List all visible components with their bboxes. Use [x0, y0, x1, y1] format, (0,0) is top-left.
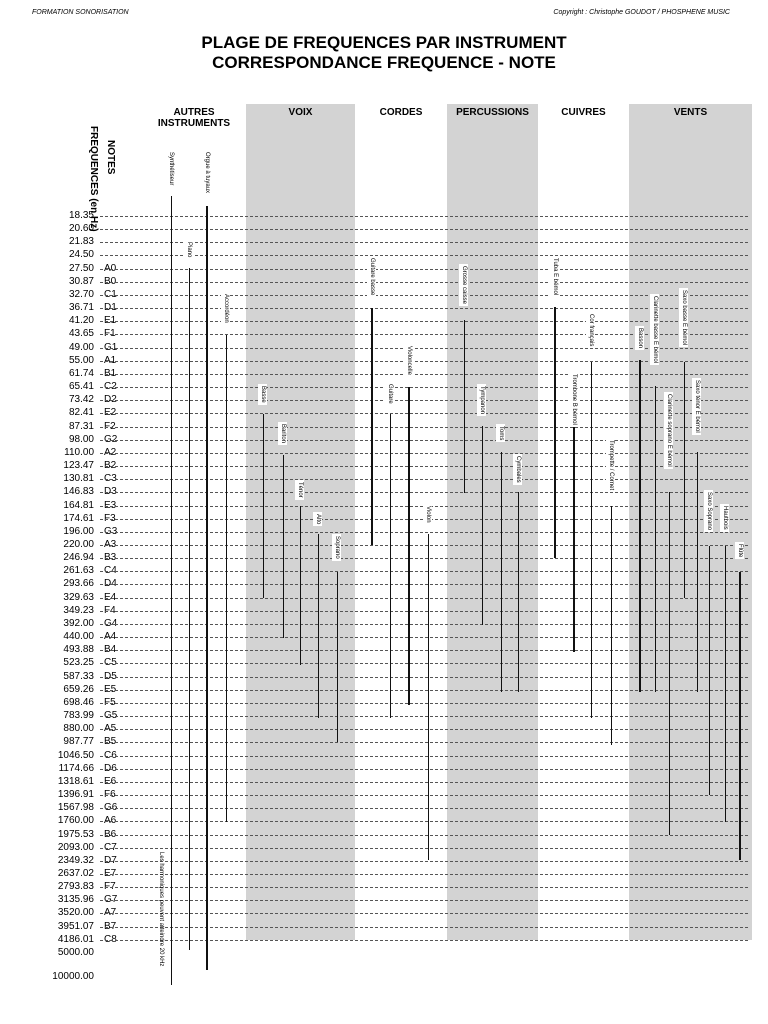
frequency-value: 36.71	[68, 302, 94, 314]
category-voix: VOIX	[288, 107, 313, 118]
frequency-value: 2637.02	[57, 868, 94, 879]
row-guide-line	[100, 900, 748, 901]
instrument-label-cymbales: Cymbales	[515, 456, 521, 483]
range-bar-piano	[189, 268, 190, 950]
note-name: B6	[104, 828, 117, 840]
row-guide-line	[100, 927, 748, 928]
frequency-value: 392.00	[63, 617, 94, 629]
range-bar-synthetiseur	[171, 196, 172, 985]
frequency-value: 587.33	[63, 670, 94, 682]
frequency-value: 4186.01	[57, 933, 94, 945]
row-guide-line	[100, 413, 748, 414]
category-cuivres: CUIVRES	[561, 107, 606, 118]
frequency-value: 2793.83	[57, 881, 94, 893]
note-name: E2	[104, 407, 117, 419]
row-guide-line	[100, 690, 748, 691]
instrument-label-soprano: Soprano	[334, 536, 340, 559]
row-guide-line	[100, 242, 748, 243]
note-name: A3	[104, 539, 117, 550]
frequency-value: 55.00	[68, 354, 94, 366]
row-guide-line	[100, 887, 748, 888]
note-name: G6	[104, 802, 118, 814]
row-guide-line	[100, 255, 748, 256]
row-guide-line	[100, 861, 748, 862]
frequency-value: 49.00	[68, 341, 94, 353]
range-bar-cymbales	[518, 492, 519, 692]
row-guide-line	[100, 466, 748, 467]
note-name: A0	[104, 262, 117, 274]
row-guide-line	[100, 532, 748, 533]
row-guide-line	[100, 492, 748, 493]
range-bar-tympanon	[482, 426, 483, 625]
note-name: A5	[104, 723, 117, 735]
range-bar-clarinette-soprano	[669, 492, 670, 835]
note-name: F1	[104, 328, 116, 340]
instrument-label-bariton: Bariton	[280, 424, 286, 444]
frequency-value: 61.74	[68, 367, 94, 379]
instrument-label-clarinette-basse: Clarinette basse E bémol	[652, 296, 658, 364]
note-name: B5	[104, 736, 117, 748]
frequency-value: 987.77	[63, 736, 94, 748]
range-bar-grosse-caisse	[464, 320, 465, 493]
note-name: E7	[104, 868, 117, 879]
row-guide-line	[100, 624, 748, 625]
instrument-label-cor: Cor français	[588, 314, 594, 347]
row-guide-line	[100, 716, 748, 717]
category-cordes: CORDES	[379, 107, 423, 118]
frequency-value: 196.00	[63, 525, 94, 537]
frequency-value: 698.46	[63, 696, 94, 708]
range-bar-orgue	[206, 206, 208, 970]
row-guide-line	[100, 374, 748, 375]
frequency-value: 123.47	[63, 460, 94, 472]
frequency-value: 220.00	[63, 539, 94, 550]
frequency-value: 659.26	[63, 683, 94, 695]
instrument-label-toms: Toms	[498, 426, 504, 441]
range-bar-accordeon	[226, 335, 227, 822]
instrument-label-saxo-basse: Saxo basse E bémol	[681, 290, 687, 346]
range-bar-basson	[639, 360, 641, 692]
note-name: C3	[104, 473, 117, 485]
note-name: A4	[104, 631, 117, 643]
note-name: G5	[104, 710, 118, 722]
row-guide-line	[100, 282, 748, 283]
frequency-value: 20.60	[68, 223, 94, 235]
range-bar-flute	[739, 572, 741, 860]
note-name: F6	[104, 789, 116, 801]
frequency-value: 2093.00	[57, 841, 94, 853]
range-bar-trompette	[611, 506, 612, 745]
instrument-label-saxo-soprano: Saxo Soprano	[706, 492, 712, 531]
note-name: C2	[104, 381, 117, 393]
note-name: F7	[104, 881, 116, 893]
note-name: F5	[104, 696, 116, 708]
note-name: D6	[104, 762, 117, 774]
instrument-label-guitare: Guitare	[387, 384, 393, 404]
frequency-value: 174.61	[63, 512, 94, 524]
note-name: G2	[104, 433, 118, 445]
range-bar-clarinette-basse	[655, 386, 656, 692]
frequency-value: 30.87	[68, 275, 94, 287]
row-guide-line	[100, 848, 748, 849]
frequency-value: 130.81	[63, 473, 94, 485]
range-bar-cor	[591, 362, 592, 718]
instrument-label-accordeon: Accordéon	[223, 294, 229, 323]
frequency-value: 1760.00	[57, 815, 94, 827]
range-bar-basse	[263, 414, 264, 598]
frequency-value: 293.66	[63, 578, 94, 590]
frequency-value: 98.00	[68, 433, 94, 445]
instrument-label-hautbois: Hautbois	[722, 506, 728, 530]
row-guide-line	[100, 821, 748, 822]
range-bar-saxo-tenor	[697, 452, 698, 692]
frequency-value: 18.35	[68, 210, 94, 221]
frequency-value: 82.41	[68, 407, 94, 419]
row-guide-line	[100, 216, 748, 217]
row-guide-line	[100, 427, 748, 428]
instrument-label-tympanon: Tympanon	[479, 386, 485, 415]
note-name: F2	[104, 420, 116, 432]
header-left: FORMATION SONORISATION	[32, 9, 129, 16]
row-guide-line	[100, 571, 748, 572]
frequency-value: 73.42	[68, 394, 94, 406]
row-guide-line	[100, 835, 748, 836]
frequency-value: 880.00	[63, 723, 94, 735]
instrument-label-violon: Violon	[425, 506, 431, 523]
frequency-value: 1396.91	[57, 789, 94, 801]
row-guide-line	[100, 756, 748, 757]
note-name: G1	[104, 341, 118, 353]
row-guide-line	[100, 453, 748, 454]
instrument-label-basse: Basse	[260, 386, 266, 403]
frequency-value: 1567.98	[57, 802, 94, 814]
range-bar-soprano	[337, 572, 338, 742]
frequency-value: 32.70	[68, 288, 94, 300]
instrument-label-flute: Flûte	[737, 544, 743, 558]
frequency-value: 329.63	[63, 591, 94, 603]
note-name: B1	[104, 367, 117, 379]
instrument-label-alto: Alto	[315, 514, 321, 525]
note-name: C4	[104, 565, 117, 577]
page-title: PLAGE DE FREQUENCES PAR INSTRUMENT	[201, 33, 567, 52]
note-name: E4	[104, 591, 117, 603]
header-right: Copyright : Christophe GOUDOT / PHOSPHENE MUSIC	[553, 9, 730, 16]
row-guide-line	[100, 479, 748, 480]
note-name: A1	[104, 354, 117, 366]
row-guide-line	[100, 769, 748, 770]
note-name: G4	[104, 617, 118, 629]
range-bar-guitare	[390, 414, 391, 718]
row-guide-line	[100, 742, 748, 743]
row-guide-line	[100, 440, 748, 441]
note-name: C7	[104, 841, 117, 853]
range-bar-violon	[428, 534, 429, 860]
instrument-label-violoncelle: Violoncelle	[406, 346, 412, 375]
note-name: D1	[104, 302, 117, 314]
note-name: D3	[104, 486, 117, 498]
frequency-value: 349.23	[63, 604, 94, 616]
row-guide-line	[100, 940, 748, 941]
frequency-value: 493.88	[63, 644, 94, 656]
frequencies-header: FREQUENCES (en Hz)	[88, 126, 99, 232]
note-name: D5	[104, 670, 117, 682]
instrument-label-tenor: Ténor	[297, 482, 303, 498]
row-guide-line	[100, 782, 748, 783]
frequency-value: 246.94	[63, 552, 94, 564]
row-guide-line	[100, 545, 748, 546]
notes-header: NOTES	[105, 140, 116, 175]
instrument-label-guitare-basse: Guitare basse	[369, 258, 375, 296]
row-guide-line	[100, 637, 748, 638]
category-autres: AUTRES INSTRUMENTS	[157, 107, 231, 129]
note-name: F3	[104, 512, 116, 524]
row-guide-line	[100, 677, 748, 678]
category-percussions: PERCUSSIONS	[456, 107, 529, 118]
frequency-value: 3520.00	[57, 907, 94, 919]
note-name: A2	[104, 446, 117, 458]
note-name: C8	[104, 933, 117, 945]
instrument-label-clarinette-soprano: Clarinette soprano E bémol	[666, 394, 672, 467]
row-guide-line	[100, 650, 748, 651]
note-name: A6	[104, 815, 117, 827]
row-guide-line	[100, 558, 748, 559]
frequency-value: 110.00	[64, 446, 94, 458]
frequency-value: 41.20	[68, 315, 94, 327]
range-bar-guitare-basse	[371, 308, 373, 545]
row-guide-line	[100, 795, 748, 796]
instrument-label-trombone: Trombone B bémol	[571, 374, 577, 425]
note-name: B0	[104, 275, 117, 287]
range-bar-saxo-basse	[684, 362, 685, 598]
category-vents: VENTS	[673, 107, 708, 118]
frequency-value: 1174.66	[58, 762, 94, 774]
frequency-value: 87.31	[68, 420, 94, 432]
instrument-label-trompette: Trompette / Cornet	[608, 440, 614, 491]
note-name: B7	[104, 920, 117, 932]
note-name: A7	[104, 907, 117, 919]
row-guide-line	[100, 229, 748, 230]
note-name: C1	[104, 288, 117, 300]
row-guide-line	[100, 598, 748, 599]
note-name: C5	[104, 657, 117, 669]
instrument-label-grosse-caisse: Grosse caisse	[461, 266, 467, 305]
instrument-label-saxo-tenor: Saxo ténor E bémol	[694, 380, 700, 433]
frequency-value: 10000.00	[52, 971, 94, 982]
instrument-label-orgue: Orgue à tuyaux	[204, 152, 210, 194]
row-guide-line	[100, 874, 748, 875]
note-name: G3	[104, 525, 118, 537]
frequency-value: 27.50	[68, 262, 94, 274]
note-name: E5	[104, 683, 117, 695]
instrument-label-piano: Piano	[186, 242, 192, 258]
frequency-value: 21.83	[68, 236, 94, 248]
range-bar-hautbois	[725, 546, 726, 822]
note-name: G7	[104, 894, 118, 906]
row-guide-line	[100, 387, 748, 388]
row-guide-line	[100, 808, 748, 809]
frequency-value: 2349.32	[57, 854, 94, 866]
note-name: E1	[104, 315, 117, 327]
range-bar-alto	[318, 534, 319, 718]
page-subtitle: CORRESPONDANCE FREQUENCE - NOTE	[212, 53, 556, 72]
frequency-value: 43.65	[68, 328, 94, 340]
frequency-value: 440.00	[63, 631, 94, 643]
note-name: E6	[104, 775, 117, 787]
frequency-value: 5000.00	[57, 947, 94, 958]
row-guide-line	[100, 611, 748, 612]
frequency-value: 146.83	[63, 486, 94, 498]
frequency-value: 523.25	[63, 657, 94, 669]
note-name: B4	[104, 644, 117, 656]
instrument-label-tuba: Tuba E bémol	[552, 258, 558, 296]
range-bar-violoncelle	[408, 387, 410, 705]
note-name: D7	[104, 854, 117, 866]
range-bar-toms	[501, 452, 502, 692]
note-name: E3	[104, 499, 117, 511]
note-name: B3	[104, 552, 117, 564]
frequency-value: 261.63	[63, 565, 94, 577]
row-guide-line	[100, 729, 748, 730]
note-name: B2	[104, 460, 117, 472]
row-guide-line	[100, 269, 748, 270]
range-bar-bariton	[283, 455, 284, 638]
frequency-value: 1318.61	[57, 775, 94, 787]
frequency-value: 3135.96	[57, 894, 94, 906]
range-bar-saxo-soprano	[709, 546, 710, 795]
frequency-value: 3951.07	[57, 920, 94, 932]
note-name: F4	[104, 604, 116, 616]
frequency-value: 24.50	[68, 249, 94, 261]
note-name: D4	[104, 578, 117, 590]
frequency-value: 65.41	[68, 381, 94, 393]
row-guide-line	[100, 663, 748, 664]
range-bar-tenor	[300, 506, 301, 665]
frequency-value: 1046.50	[57, 749, 94, 761]
instrument-label-synthetiseur: Synthétiseur	[168, 152, 174, 186]
frequency-value: 783.99	[63, 710, 94, 722]
row-guide-line	[100, 703, 748, 704]
frequency-value: 164.81	[63, 499, 94, 511]
note-name: D2	[104, 394, 117, 406]
instrument-label-basson: Basson	[637, 328, 643, 349]
range-bar-tuba	[554, 307, 556, 558]
footnote: Les harmoniques peuvent atteindre 20 kHz	[158, 852, 164, 967]
row-guide-line	[100, 584, 748, 585]
row-guide-line	[100, 400, 748, 401]
note-name: C6	[104, 749, 117, 761]
frequency-value: 1975.53	[57, 828, 94, 840]
row-guide-line	[100, 913, 748, 914]
range-bar-trombone	[573, 410, 575, 652]
